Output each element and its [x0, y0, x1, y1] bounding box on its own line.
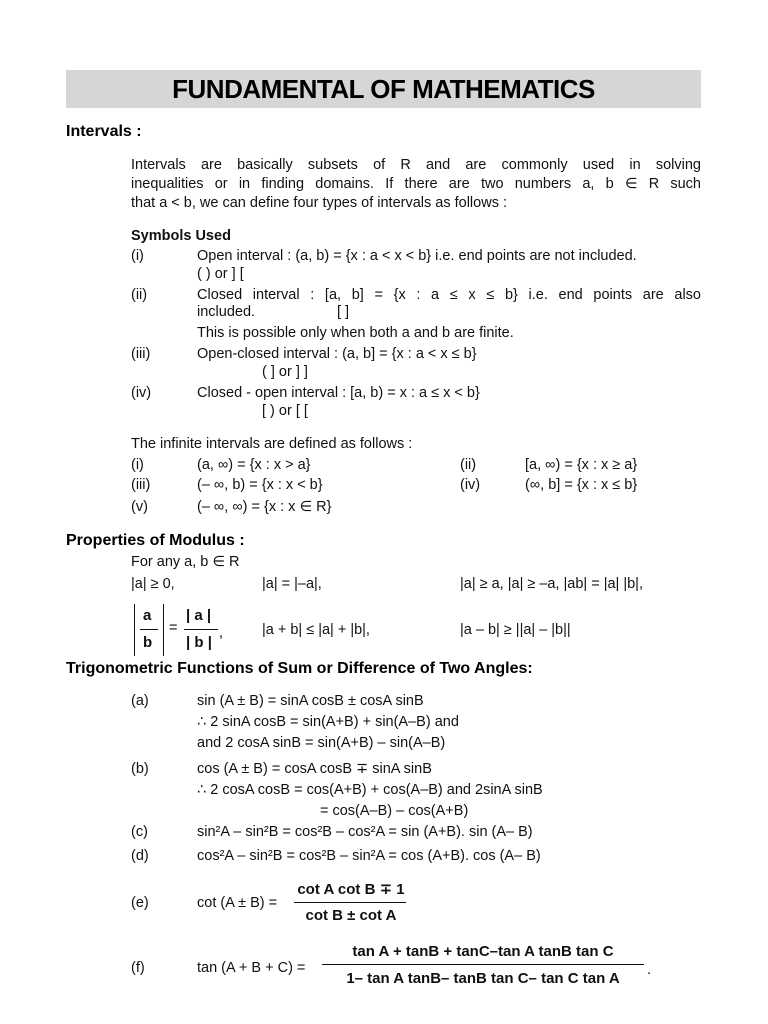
trig-line: and 2 cosA sinB = sin(A+B) – sin(A–B): [197, 735, 446, 751]
infinite-text: (– ∞, ∞) = {x : x ∈ R}: [197, 499, 332, 515]
trig-num: (a): [131, 693, 149, 709]
infinite-text: (∞, b] = {x : x ≤ b}: [525, 477, 638, 493]
trig-line: cos²A – sin²B = cos²B – sin²A = cos (A+B). cos (A– B): [197, 848, 541, 864]
infinite-num: (iv): [460, 477, 481, 493]
modulus-heading: Properties of Modulus :: [66, 532, 245, 549]
trig-num: (b): [131, 761, 149, 777]
frac-comma: ,: [219, 625, 224, 641]
trig-num: (c): [131, 824, 148, 840]
frac-num-a: a: [143, 607, 152, 624]
trig-line: cos (A ± B) = cosA cosB ∓ sinA sinB: [197, 761, 432, 777]
frac-line: [140, 629, 158, 630]
modulus-prop: |a| = |–a|,: [262, 576, 322, 592]
intro-line: Intervals are basically subsets of R and are commonly used in solving: [131, 157, 701, 173]
tan-lhs: tan (A + B + C) =: [197, 960, 306, 976]
abs-bar-right: [163, 604, 164, 656]
tan-denominator: 1– tan A tanB– tanB tan C– tan C tan A: [346, 970, 620, 987]
type-symbols: ( ) or ] [: [197, 266, 244, 282]
type-num: (iv): [131, 385, 152, 401]
frac-equals: =: [169, 620, 178, 636]
infinite-text: [a, ∞) = {x : x ≥ a}: [525, 457, 638, 473]
frac-den-b: b: [143, 634, 153, 651]
type-note: This is possible only when both a and b are finite.: [197, 325, 514, 341]
title-bar: [66, 70, 701, 108]
frac-den-abs-b: | b |: [186, 634, 212, 651]
intervals-heading: Intervals :: [66, 123, 142, 140]
modulus-prop: |a – b| ≥ ||a| – |b||: [460, 622, 571, 638]
infinite-intro: The infinite intervals are defined as follows :: [131, 436, 413, 452]
type-num: (iii): [131, 346, 151, 362]
trig-num: (d): [131, 848, 149, 864]
infinite-num: (ii): [460, 457, 477, 473]
type-symbols: ( ] or ] ]: [262, 364, 308, 380]
tan-tail: .: [647, 962, 652, 978]
frac-line: [322, 964, 644, 965]
trig-line: ∴ 2 sinA cosB = sin(A+B) + sin(A–B) and: [197, 714, 459, 730]
infinite-text: (a, ∞) = {x : x > a}: [197, 457, 311, 473]
frac-num-abs-a: | a |: [186, 607, 212, 624]
trig-line: sin (A ± B) = sinA cosB ± cosA sinB: [197, 693, 424, 709]
trig-heading: Trigonometric Functions of Sum or Difference of Two Angles:: [66, 660, 533, 677]
trig-num: (e): [131, 895, 149, 911]
trig-line: ∴ 2 cosA cosB = cos(A+B) + cos(A–B) and 2sinA sinB: [197, 782, 543, 798]
modulus-prop: |a| ≥ 0,: [131, 576, 175, 592]
type-num: (ii): [131, 287, 148, 303]
type-cont: included.: [197, 304, 256, 320]
trig-num: (f): [131, 960, 145, 976]
type-text: Closed interval : [a, b] = {x : a ≤ x ≤ b} i.e. end points are also: [197, 287, 701, 303]
modulus-for-any: For any a, b ∈ R: [131, 554, 240, 570]
trig-line: sin²A – sin²B = cos²B – cos²A = sin (A+B). sin (A– B): [197, 824, 533, 840]
cot-numerator: cot A cot B ∓ 1: [297, 881, 405, 898]
cot-denominator: cot B ± cot A: [305, 907, 397, 924]
modulus-prop: |a + b| ≤ |a| + |b|,: [262, 622, 370, 638]
page-title: FUNDAMENTAL OF MATHEMATICS: [172, 74, 595, 104]
type-text: Closed - open interval : [a, b) = x : a ≤ x < b}: [197, 385, 480, 401]
infinite-num: (v): [131, 499, 148, 515]
infinite-num: (i): [131, 457, 144, 473]
trig-line: = cos(A–B) – cos(A+B): [320, 803, 469, 819]
modulus-prop: |a| ≥ a, |a| ≥ –a, |ab| = |a| |b|,: [460, 576, 643, 592]
infinite-text: (– ∞, b) = {x : x < b}: [197, 477, 323, 493]
type-text: Open-closed interval : (a, b] = {x : a < x ≤ b}: [197, 346, 477, 362]
type-symbols: [ ) or [ [: [262, 403, 308, 419]
type-symbols: [ ]: [337, 304, 350, 320]
tan-numerator: tan A + tanB + tanC–tan A tanB tan C: [352, 943, 614, 960]
symbols-heading: Symbols Used: [131, 228, 231, 244]
frac-line: [184, 629, 218, 630]
intervals-intro: [131, 156, 701, 213]
abs-bar-left: [134, 604, 135, 656]
type-text: Open interval : (a, b) = {x : a < x < b} i.e. end points are not included.: [197, 248, 637, 264]
intro-line: that a < b, we can define four types of intervals as follows :: [131, 195, 507, 211]
cot-lhs: cot (A ± B) =: [197, 895, 278, 911]
intro-line: inequalities or in finding domains. If there are two numbers a, b ∈ R such: [131, 176, 701, 192]
frac-line: [294, 902, 406, 903]
infinite-num: (iii): [131, 477, 151, 493]
type-num: (i): [131, 248, 144, 264]
